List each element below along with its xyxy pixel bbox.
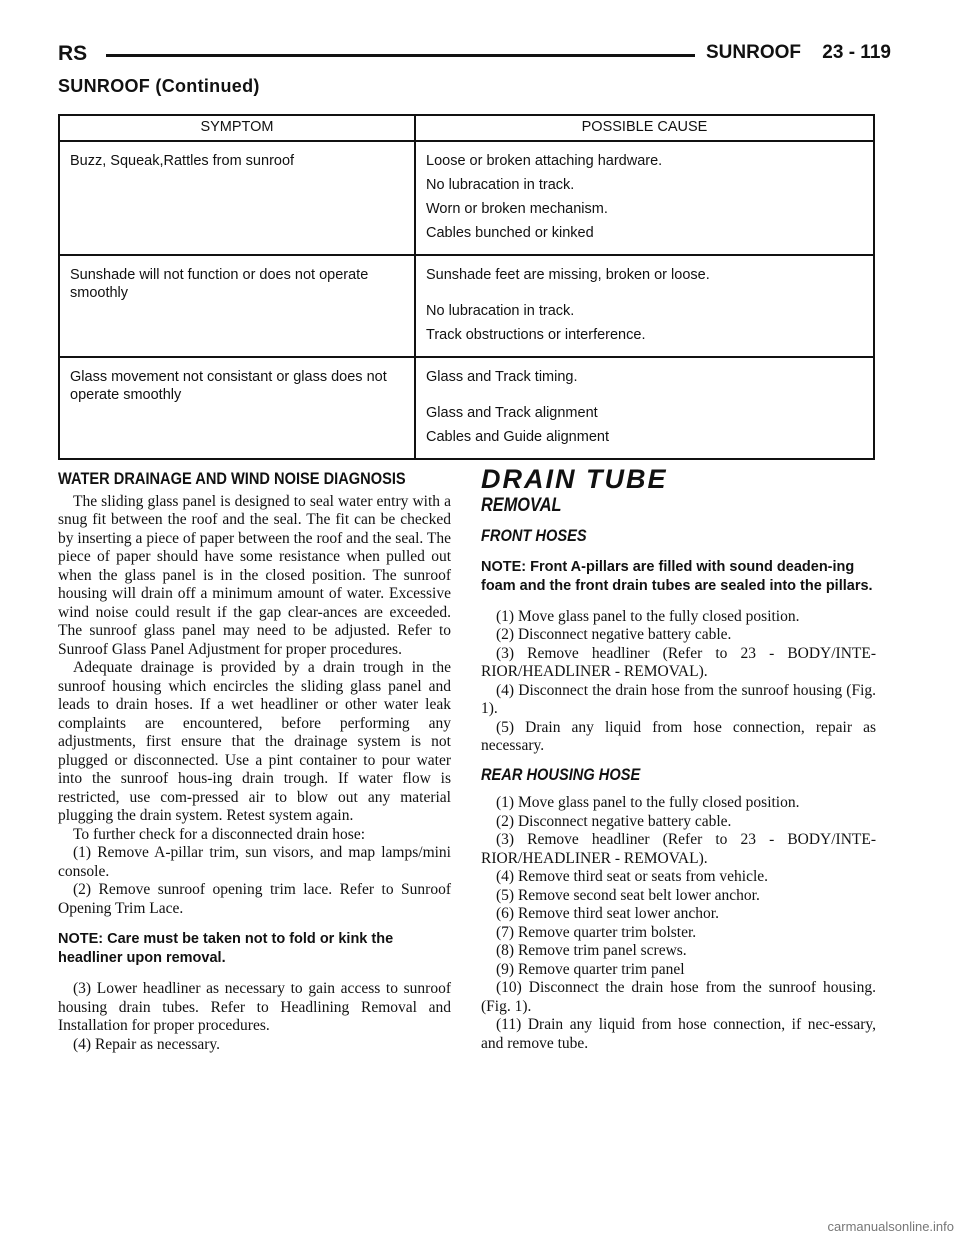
- drain-tube-title: DRAIN TUBE: [481, 464, 668, 494]
- procedure-step: (3) Remove headliner (Refer to 23 - BODY/INTE-RIOR/HEADLINER - REMOVAL).: [481, 831, 876, 867]
- procedure-step: (3) Remove headliner (Refer to 23 - BODY/INTE-RIOR/HEADLINER - REMOVAL).: [481, 644, 876, 680]
- procedure-step: (10) Disconnect the drain hose from the sunroof housing. (Fig. 1).: [481, 979, 876, 1015]
- header-section-title: SUNROOF: [706, 42, 801, 63]
- caution-note: NOTE: Care must be taken not to fold or kink the headliner upon removal.: [58, 931, 394, 966]
- procedure-step: (6) Remove third seat lower anchor.: [496, 905, 719, 922]
- cause-item: No lubracation in track.: [426, 303, 575, 319]
- cause-item: Sunshade feet are missing, broken or loose.: [426, 267, 710, 283]
- paragraph: The sliding glass panel is designed to seal water entry with a snug fit between the roof and the seal. The fit can be checked by inserting a piece of paper between the roof and the seal. The piece of paper should have some resistance when pulled out when the glass panel is in the closed position. The sunroof housing will drain off a minimum amount of water. Excessive wind noise could result if the gap clear-ances are exceeded. The sunroof glass panel may need to be adjusted. Refer to Sunroof Glass Panel Adjustment for proper procedures.: [58, 492, 451, 658]
- header-rule: [106, 54, 695, 57]
- procedure-step: (8) Remove trim panel screws.: [496, 942, 687, 959]
- cause-item: No lubracation in track.: [426, 177, 575, 193]
- left-column: [58, 470, 451, 1054]
- procedure-step: (9) Remove quarter trim panel: [496, 960, 685, 978]
- continued-heading: SUNROOF (Continued): [58, 76, 260, 96]
- procedure-step: (2) Remove sunroof opening trim lace. Refer to Sunroof Opening Trim Lace.: [58, 881, 451, 917]
- front-note: NOTE: Front A-pillars are filled with sound deaden-ing foam and the front drain tubes are sealed into the pillars.: [481, 558, 873, 594]
- cause-item: Cables and Guide alignment: [426, 429, 609, 445]
- right-column: [481, 464, 876, 1053]
- symptom-column-header: SYMPTOM: [59, 115, 415, 141]
- procedure-step: (3) Lower headliner as necessary to gain access to sunroof housing drain tubes. Refer to Headlining Removal and Installation for proper procedures.: [58, 980, 451, 1034]
- cause-cell: [415, 141, 874, 255]
- procedure-step: (1) Move glass panel to the fully closed position.: [496, 794, 800, 811]
- diagnosis-table: [58, 114, 875, 460]
- symptom-cell: Buzz, Squeak,Rattles from sunroof: [59, 141, 415, 255]
- cause-item: Cables bunched or kinked: [426, 225, 594, 241]
- procedure-step: (11) Drain any liquid from hose connection, if nec-essary, and remove tube.: [481, 1016, 876, 1052]
- header-right: [706, 42, 891, 64]
- procedure-step: (1) Remove A-pillar trim, sun visors, and map lamps/mini console.: [58, 844, 451, 880]
- header-page-number: 23 - 119: [822, 42, 891, 63]
- cause-item: Track obstructions or interference.: [426, 327, 646, 343]
- cause-column-header: POSSIBLE CAUSE: [415, 115, 874, 141]
- water-drainage-heading: WATER DRAINAGE AND WIND NOISE DIAGNOSIS: [58, 469, 406, 488]
- procedure-step: (4) Repair as necessary.: [73, 1035, 221, 1053]
- procedure-step: (2) Disconnect negative battery cable.: [496, 626, 732, 643]
- procedure-step: (4) Disconnect the drain hose from the sunroof housing (Fig. 1).: [481, 681, 876, 717]
- procedure-step: (4) Remove third seat or seats from vehicle.: [496, 868, 769, 885]
- header-model-code: RS: [58, 42, 88, 65]
- cause-item: Glass and Track timing.: [426, 369, 578, 385]
- rear-housing-hose-heading: REAR HOUSING HOSE: [481, 764, 641, 784]
- paragraph: To further check for a disconnected drain hose:: [73, 825, 366, 843]
- paragraph: Adequate drainage is provided by a drain trough in the sunroof housing which encircles the sliding glass panel and leads to drain hoses. If a wet headliner or other water leak complaints are encountered, before performing any adjustments, first ensure that the drainage system is not plugged or disconnected. Use a pint container to pour water into the sunroof hous-ing drain trough. If water flow is restricted, use com-pressed air to blow out any material plugging the drain system. Retest system again.: [58, 659, 451, 824]
- procedure-step: (2) Disconnect negative battery cable.: [496, 812, 732, 830]
- procedure-step: (5) Drain any liquid from hose connection, repair as necessary.: [481, 718, 876, 754]
- front-hoses-heading: FRONT HOSES: [481, 526, 587, 545]
- table-row: [59, 255, 874, 357]
- cause-cell: [415, 255, 874, 357]
- table-header-row: [59, 115, 874, 141]
- procedure-step: (5) Remove second seat belt lower anchor.: [496, 886, 760, 904]
- cause-item: Loose or broken attaching hardware.: [426, 153, 663, 169]
- table-row: [59, 141, 874, 255]
- cause-cell: [415, 357, 874, 459]
- procedure-step: (1) Move glass panel to the fully closed position.: [496, 607, 800, 625]
- site-watermark: carmanualsonline.info: [827, 1219, 954, 1234]
- table-row: [59, 357, 874, 459]
- cause-item: Glass and Track alignment: [426, 405, 598, 421]
- symptom-cell: Sunshade will not function or does not operate smoothly: [59, 255, 415, 357]
- procedure-step: (7) Remove quarter trim bolster.: [496, 923, 697, 941]
- removal-heading: REMOVAL: [481, 494, 562, 516]
- cause-item: Worn or broken mechanism.: [426, 201, 608, 217]
- symptom-cell: Glass movement not consistant or glass does not operate smoothly: [59, 357, 415, 459]
